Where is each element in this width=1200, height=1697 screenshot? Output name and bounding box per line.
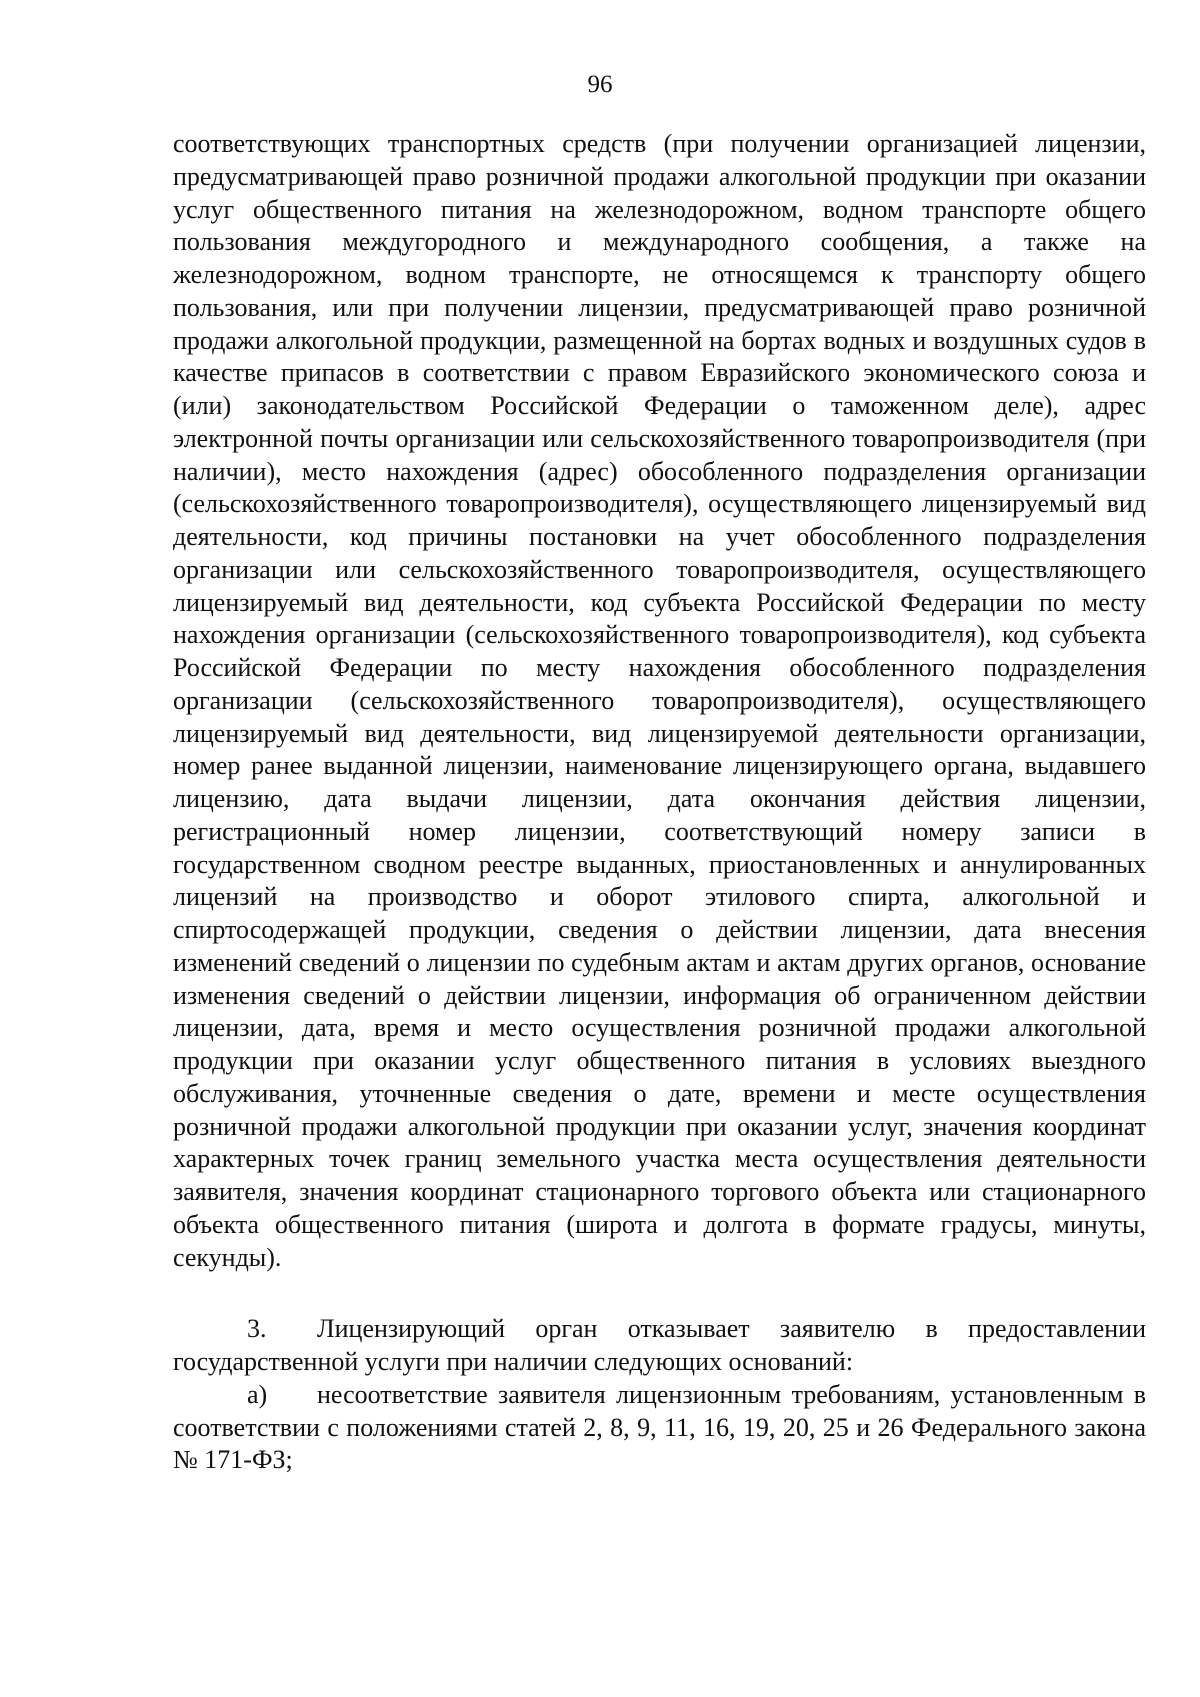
item-number: 3. xyxy=(247,1314,267,1344)
paragraph-continuation: соответствующих транспортных средств (при получении организацией лицензии, предусматривающей право розничной продажи алкогольной продукции при оказании услуг общественного питания на железнодорожном, водном транспорте общего пользования междугородного и международного сообщения, а также на железнодорожном, водном транспорте, не относящемся к транспорту общего пользования, или при получении лицензии, предусматривающей право розничной продажи алкогольной продукции, размещенной на бортах водных и воздушных судов в качестве припасов в соответствии с правом Евразийского экономического союза и (или) законодательством Российской Федерации о таможенном деле), адрес электронной почты организации или сельскохозяйственного товаропроизводителя (при наличии), место нахождения (адрес) обособленного подразделения организации (сельскохозяйственного товаропроизводителя), осуществляющего лицензируемый вид деятельности, код причины постановки на учет обособленного подразделения организации или сельскохозяйственного товаропроизводителя, осуществляющего лицензируемый вид деятельности, код субъекта Российской Федерации по месту нахождения организации (сельскохозяйственного товаропроизводителя), код субъекта Российской Федерации по месту нахождения обособленного подразделения организации (сельскохозяйственного товаропроизводителя), осуществляющего лицензируемый вид деятельности, вид лицензируемой деятельности организации, номер ранее выданной лицензии, наименование лицензирующего органа, выдавшего лицензию, дата выдачи лицензии, дата окончания действия лицензии, регистрационный номер лицензии, соответствующий номеру записи в государственном сводном реестре выданных, приостановленных и аннулированных лицензий на производство и оборот этилового спирта, алкогольной и спиртосодержащей продукции, сведения о действии лицензии, дата внесения изменений сведений о лицензии по судебным актам и актам других органов, основание изменения сведений о действии лицензии, информация об ограниченном действии лицензии, дата, время и место осуществления розничной продажи алкогольной продукции при оказании услуг общественного питания в условиях выездного обслуживания, уточненные сведения о дате, времени и месте осуществления розничной продажи алкогольной продукции при оказании услуг, значения координат характерных точек границ земельного участка места осуществления деятельности заявителя, значения координат стационарного торгового объекта или стационарного объекта общественного питания (широта и долгота в формате градусы, минуты, секунды). xyxy=(173,129,1146,1272)
item-a-text: несоответствие заявителя лицензионным требованиям, установленным в соответствии с положениями статей 2, 8, 9, 11, 16, 19, 20, 25 и 26 Федерального закона № 171-ФЗ; xyxy=(173,1379,1146,1475)
item-marker: а) xyxy=(247,1379,268,1409)
paragraph-spacer xyxy=(173,1274,1146,1313)
paragraph-item-a xyxy=(173,1379,1146,1477)
item-3-text: Лицензирующий орган отказывает заявителю в предоставлении государственной услуги при наличии следующих оснований: xyxy=(173,1314,1146,1376)
page-number: 96 xyxy=(587,71,613,98)
document-body xyxy=(173,128,1146,1477)
paragraph-item-3 xyxy=(173,1313,1146,1379)
